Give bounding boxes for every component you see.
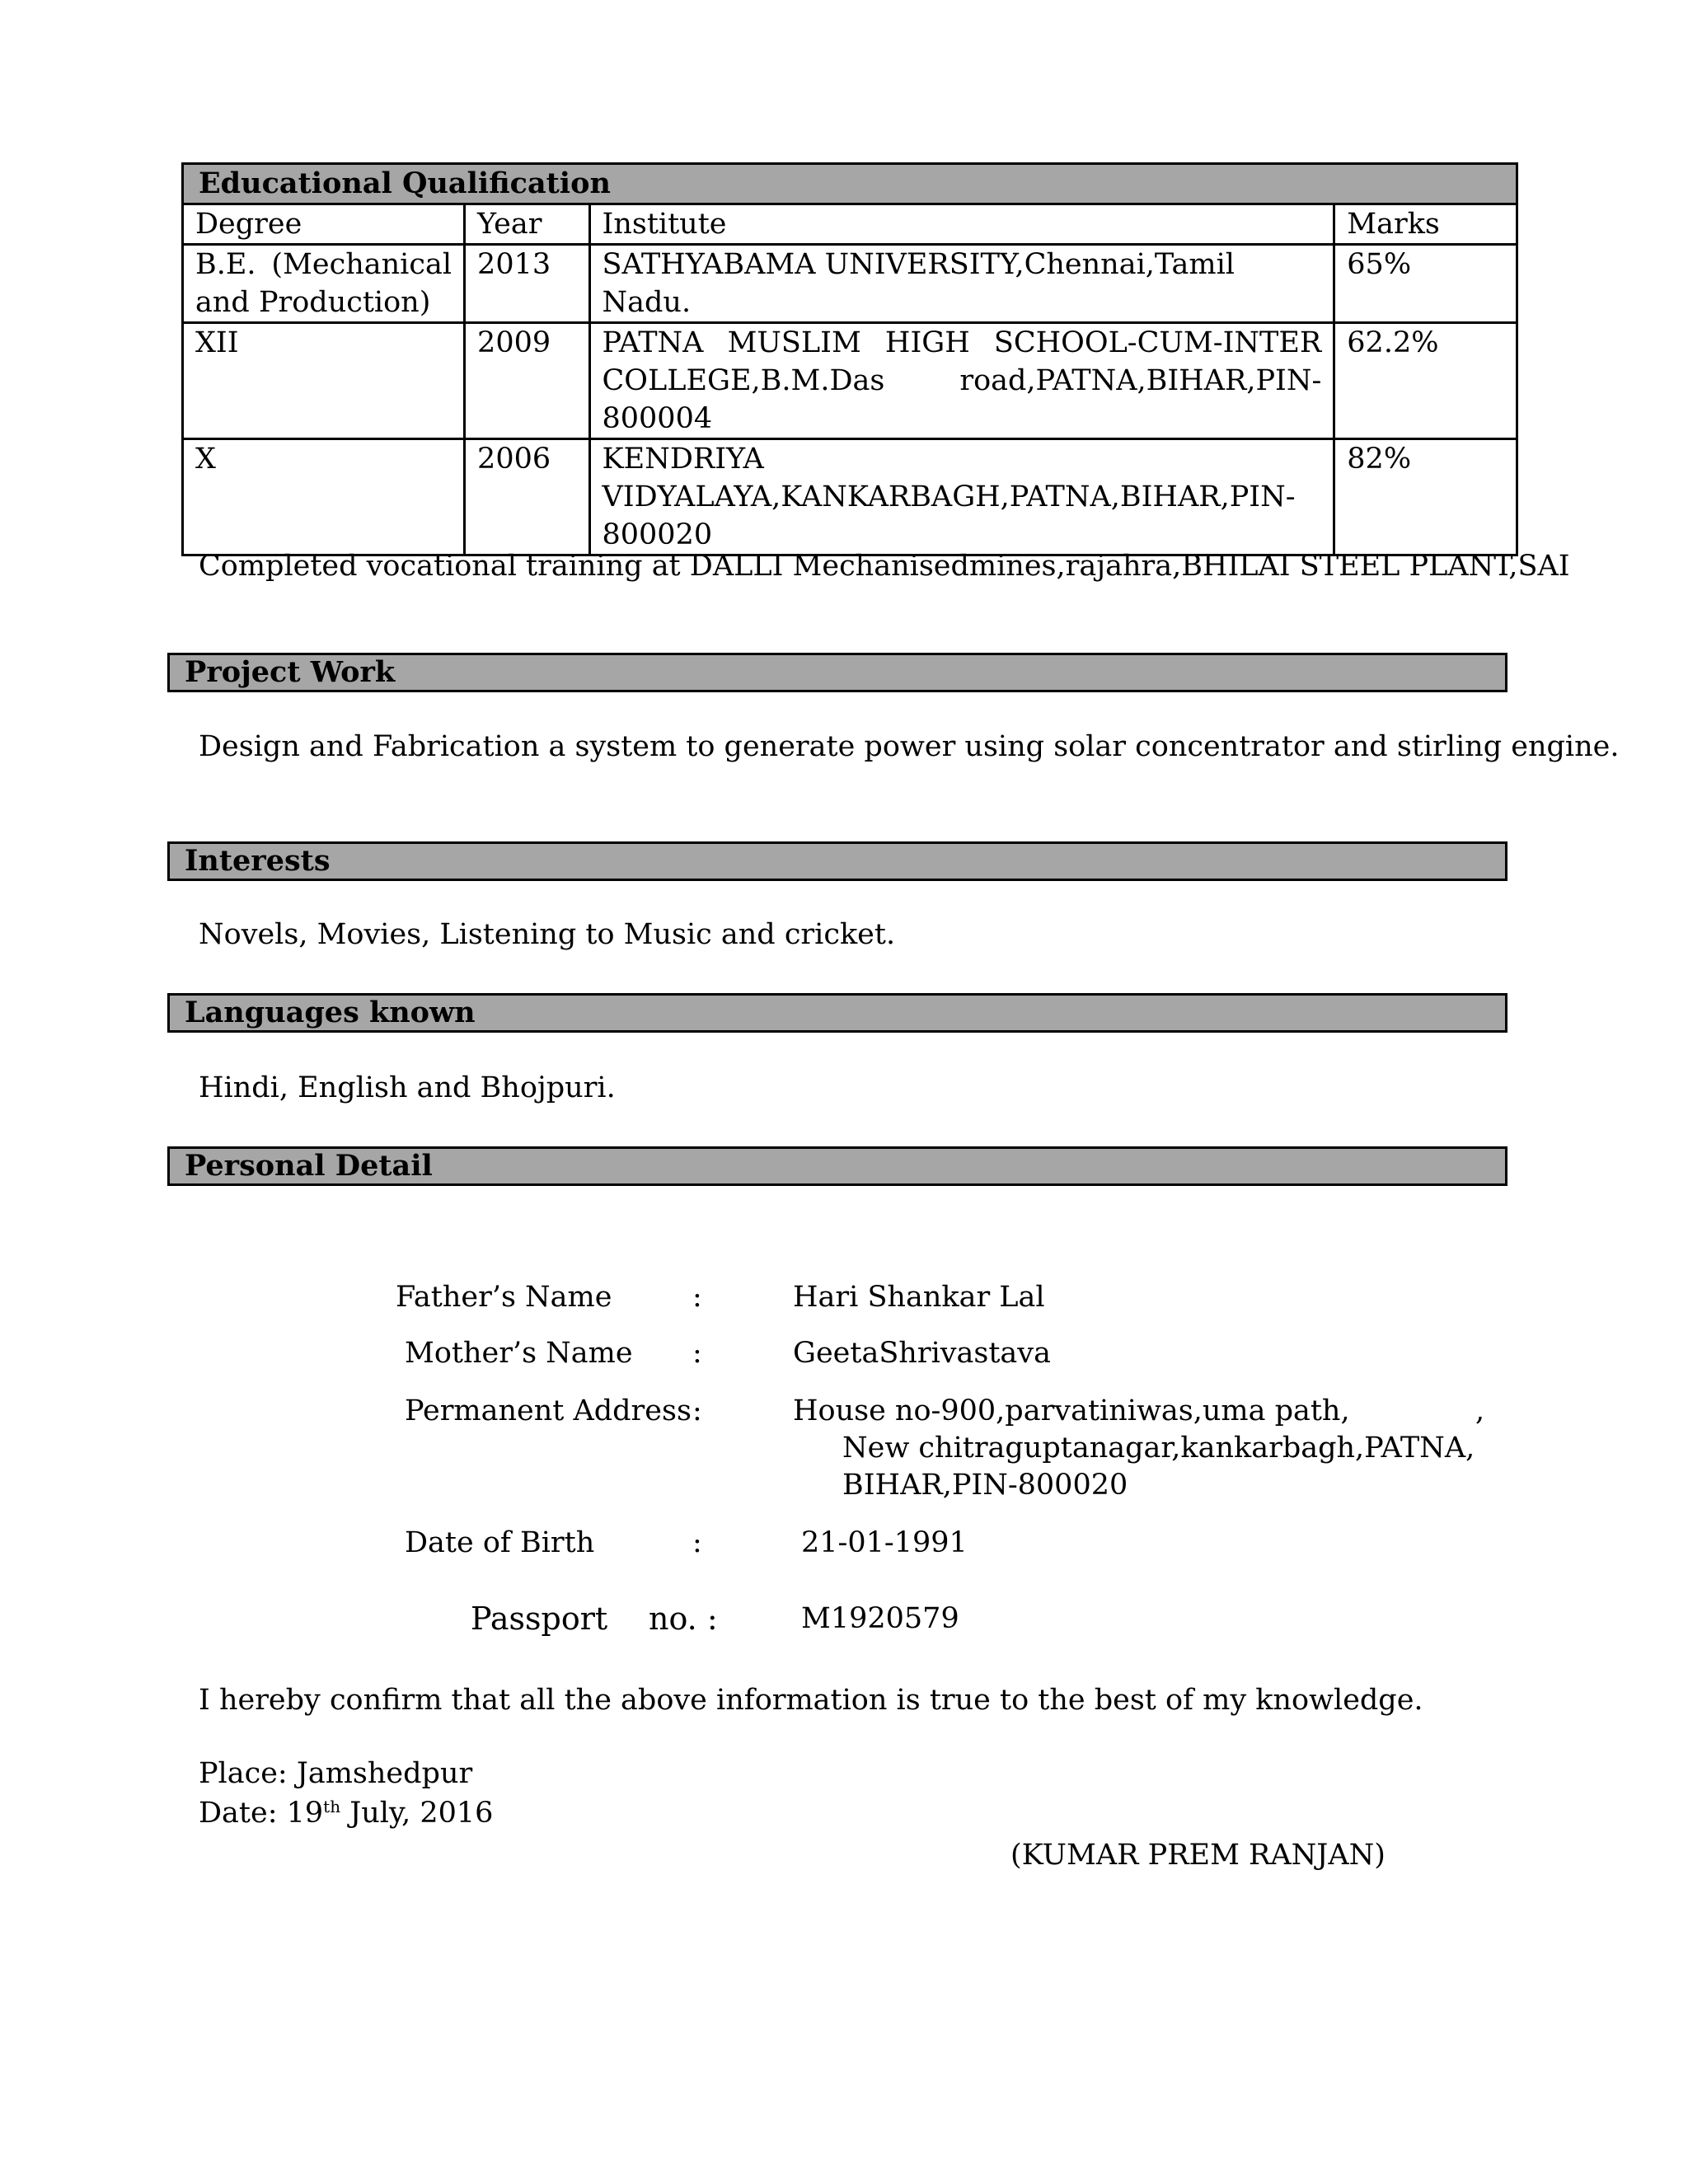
project-work-heading: Project Work (167, 653, 1507, 692)
languages-heading: Languages known (167, 993, 1507, 1033)
degree-cell: X (183, 439, 465, 555)
date-ordinal: th (323, 1797, 341, 1816)
address-line-1: House no-900,parvatiniwas,uma path, (793, 1394, 1350, 1427)
date-suffix: July, 2016 (340, 1797, 494, 1830)
date-prefix: Date: 19 (199, 1797, 324, 1830)
header-institute: Institute (589, 204, 1334, 245)
table-row (183, 439, 1517, 555)
colon-separator: : (692, 1337, 702, 1370)
institute-cell: KENDRIYA VIDYALAYA,KANKARBAGH,PATNA,BIHAR,PIN-800020 (589, 439, 1334, 555)
degree-cell: XII (183, 323, 465, 439)
passport-value: M1920579 (801, 1602, 959, 1635)
place-line: Place: Jamshedpur (199, 1757, 473, 1790)
vocational-training-text: Completed vocational training at DALLI Mechanisedmines,rajahra,BHILAI STEEL PLANT,SAI (199, 550, 1570, 583)
education-header-row (183, 204, 1517, 245)
year-cell: 2009 (465, 323, 589, 439)
interests-heading: Interests (167, 841, 1507, 881)
year-cell: 2013 (465, 245, 589, 323)
passport-label: Passport (471, 1601, 608, 1637)
marks-cell: 82% (1334, 439, 1517, 555)
address-label: Permanent Address (405, 1394, 692, 1427)
marks-cell: 62.2% (1334, 323, 1517, 439)
marks-cell: 65% (1334, 245, 1517, 323)
education-table (181, 162, 1518, 556)
degree-cell: B.E. (Mechanical and Production) (183, 245, 465, 323)
year-cell: 2006 (465, 439, 589, 555)
dob-value: 21-01-1991 (801, 1526, 968, 1559)
colon-separator: : (692, 1526, 702, 1559)
address-line-3: BIHAR,PIN-800020 (842, 1469, 1128, 1502)
header-degree: Degree (183, 204, 465, 245)
date-line (199, 1794, 493, 1832)
institute-cell: SATHYABAMA UNIVERSITY,Chennai,Tamil Nadu. (589, 245, 1334, 323)
institute-cell: PATNA MUSLIM HIGH SCHOOL-CUM-INTER COLLEGE,B.M.Das road,PATNA,BIHAR,PIN-800004 (589, 323, 1334, 439)
personal-detail-heading: Personal Detail (167, 1146, 1507, 1186)
interests-text: Novels, Movies, Listening to Music and cricket. (199, 918, 896, 951)
address-line-2: New chitraguptanagar,kankarbagh,PATNA, (842, 1432, 1475, 1465)
header-marks: Marks (1334, 204, 1517, 245)
colon-separator: : (692, 1394, 702, 1427)
education-title: Educational Qualification (183, 164, 1517, 204)
mother-name-label: Mother’s Name (405, 1337, 633, 1370)
passport-label-suffix: no. : (649, 1601, 718, 1637)
father-name-value: Hari Shankar Lal (793, 1281, 1045, 1314)
colon-separator: : (692, 1281, 702, 1314)
father-name-label: Father’s Name (396, 1281, 612, 1314)
header-year: Year (465, 204, 589, 245)
dob-label: Date of Birth (405, 1526, 595, 1559)
mother-name-value: GeetaShrivastava (793, 1337, 1051, 1370)
languages-text: Hindi, English and Bhojpuri. (199, 1071, 616, 1104)
table-row (183, 323, 1517, 439)
signature-name: (KUMAR PREM RANJAN) (1010, 1839, 1386, 1872)
address-trailing-comma: , (1475, 1394, 1485, 1427)
table-row (183, 245, 1517, 323)
declaration-text: I hereby confirm that all the above information is true to the best of my knowledge. (199, 1684, 1423, 1717)
education-title-row (183, 164, 1517, 204)
project-work-text: Design and Fabrication a system to generate power using solar concentrator and stirling engine. (199, 730, 1620, 763)
